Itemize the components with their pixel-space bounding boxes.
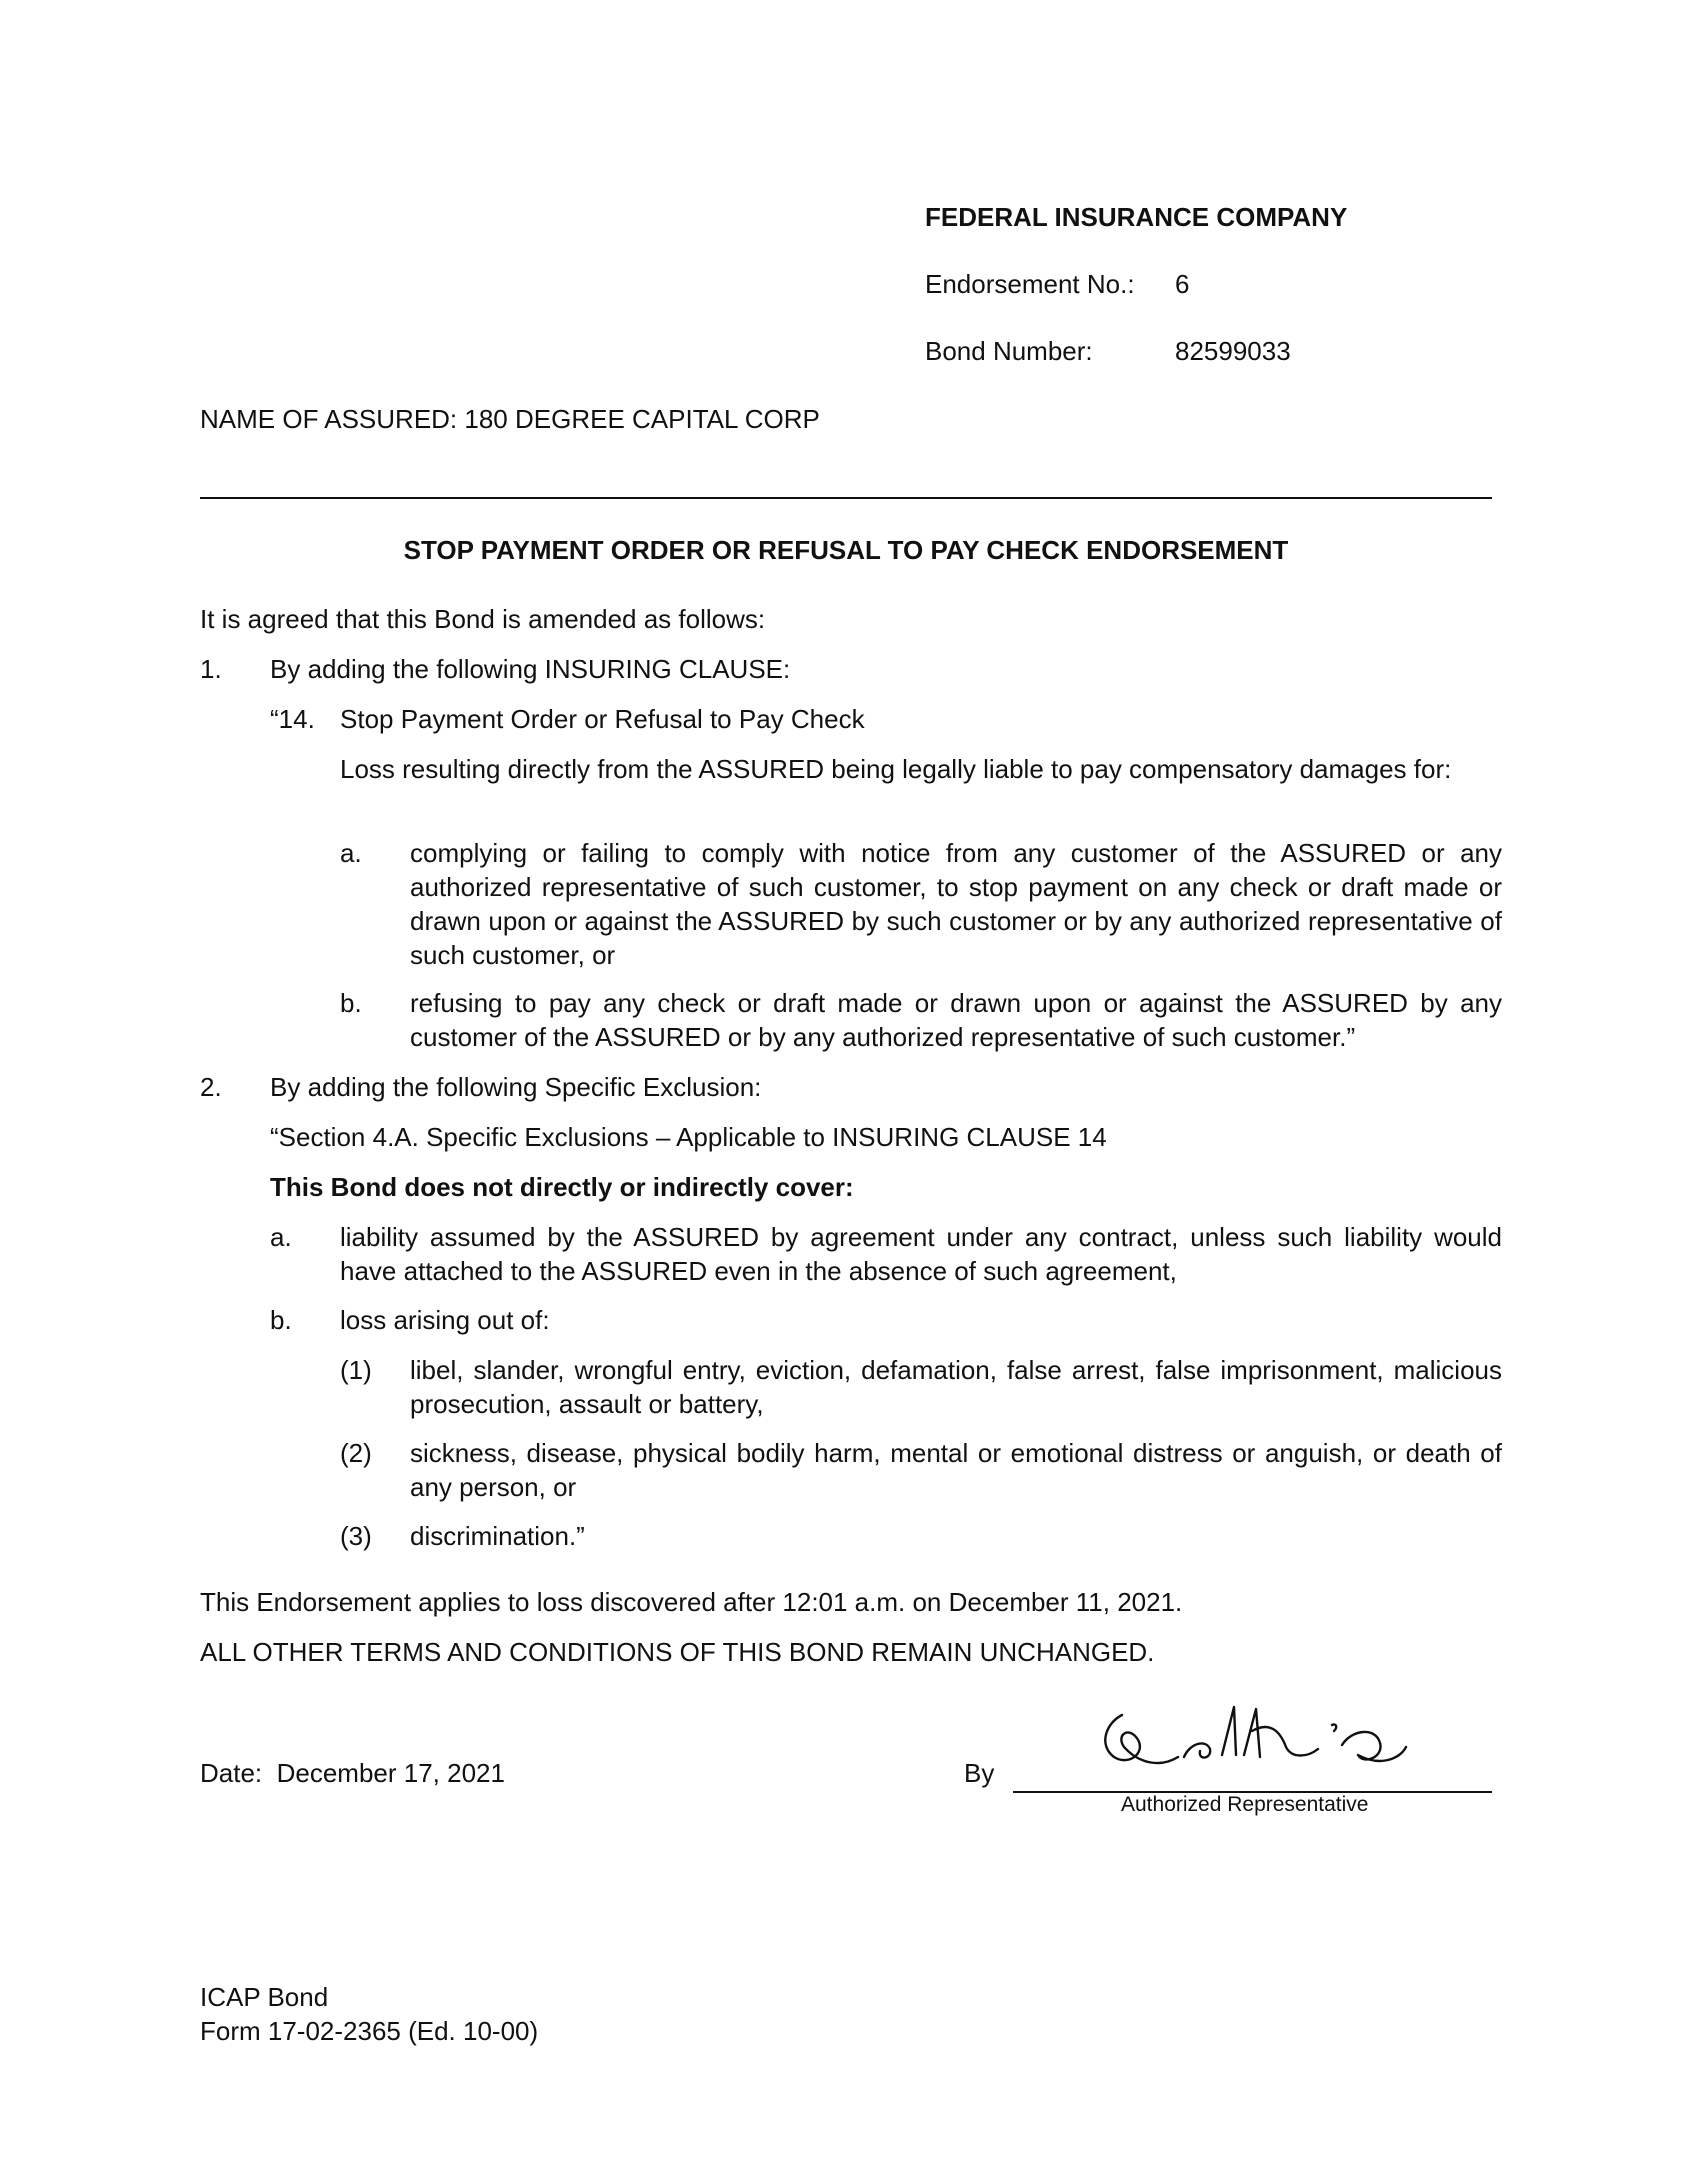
clause-14-number: “14. [270, 704, 315, 734]
exclusion-b1-label: (1) [340, 1355, 372, 1385]
assured-label: NAME OF ASSURED: [200, 404, 458, 434]
authorized-rep-label: Authorized Representative [1121, 1793, 1369, 1816]
exclusion-b3-label: (3) [340, 1521, 372, 1551]
date-label: Date: [200, 1758, 263, 1788]
exclusion-a-text: liability assumed by the ASSURED by agreement under any contract, unless such liability would have attached to the ASSURED even in the absence of such agreement, [340, 1222, 1502, 1286]
divider-line [200, 497, 1492, 499]
clause-14-b-label: b. [340, 988, 362, 1018]
clause-14-a-text: complying or failing to comply with notice from any customer of the ASSURED or any authorized representative of such customer, to stop payment on any check or draft made or drawn upon or against the ASSURED by such customer or by any authorized representative of such customer, or [410, 838, 1502, 970]
footer-form: Form 17-02-2365 (Ed. 10-00) [200, 2016, 539, 2046]
exclusion-b-label: b. [270, 1305, 292, 1335]
exclusion-a-label: a. [270, 1222, 292, 1252]
item-1-number: 1. [200, 654, 222, 684]
exclusion-b2-text: sickness, disease, physical bodily harm, mental or emotional distress or anguish, or death of any person, or [410, 1438, 1502, 1502]
exclusion-b1-text: libel, slander, wrongful entry, eviction, defamation, false arrest, false imprisonment, malicious prosecution, assault or battery, [410, 1355, 1502, 1419]
item-2-text: By adding the following Specific Exclusion: [270, 1072, 762, 1102]
endorsement-no-value: 6 [1175, 269, 1190, 299]
company-name: FEDERAL INSURANCE COMPANY [925, 202, 1348, 232]
endorsement-no-label: Endorsement No.: [925, 269, 1135, 299]
section-4a-heading: “Section 4.A. Specific Exclusions – Applicable to INSURING CLAUSE 14 [270, 1122, 1107, 1152]
assured-name [200, 402, 820, 436]
exclusion-b2-label: (2) [340, 1438, 372, 1468]
clause-14-loss-text: Loss resulting directly from the ASSURED being legally liable to pay compensatory damages for: [340, 754, 1452, 784]
exclusion-b-text: loss arising out of: [340, 1305, 550, 1335]
footer-icap: ICAP Bond [200, 1982, 329, 2012]
clause-14-title: Stop Payment Order or Refusal to Pay Check [340, 704, 865, 734]
exclusion-lead: This Bond does not directly or indirectly cover: [270, 1172, 854, 1202]
item-1-text: By adding the following INSURING CLAUSE: [270, 654, 791, 684]
signature-graphic [1080, 1685, 1410, 1793]
endorsement-title: STOP PAYMENT ORDER OR REFUSAL TO PAY CHECK ENDORSEMENT [403, 535, 1289, 565]
clause-14-a-label: a. [340, 838, 362, 868]
by-label: By [964, 1758, 995, 1788]
applies-text: This Endorsement applies to loss discovered after 12:01 a.m. on December 11, 2021. [200, 1587, 1183, 1617]
clause-14-b-text: refusing to pay any check or draft made or drawn upon or against the ASSURED by any customer of the ASSURED or by any authorized representative of such customer.” [410, 988, 1502, 1052]
assured-value: 180 DEGREE CAPITAL CORP [464, 404, 820, 434]
unchanged-text: ALL OTHER TERMS AND CONDITIONS OF THIS BOND REMAIN UNCHANGED. [200, 1637, 1155, 1667]
intro-text: It is agreed that this Bond is amended as follows: [200, 604, 766, 634]
item-2-number: 2. [200, 1072, 222, 1102]
exclusion-b3-text: discrimination.” [410, 1521, 585, 1551]
bond-number-label: Bond Number: [925, 336, 1093, 366]
bond-number-value: 82599033 [1175, 336, 1291, 366]
date-value: December 17, 2021 [276, 1758, 505, 1788]
date-line [200, 1756, 505, 1790]
